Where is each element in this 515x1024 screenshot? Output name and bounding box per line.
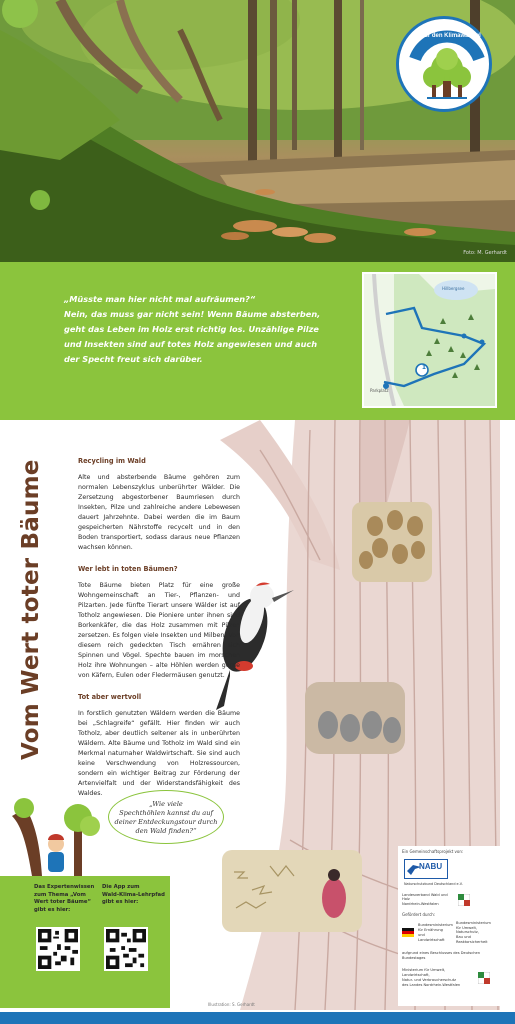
german-flag-icon (402, 928, 414, 937)
qr-caption-app (102, 884, 165, 907)
decision-note: aufgrund eines Beschlusses des Deutschen Bundestages (402, 950, 481, 960)
caption-line: Wert toter Bäume“ (34, 899, 91, 905)
qr-code-icon (38, 929, 78, 969)
caption-line: Wald-Klima-Lehrpfad (102, 891, 165, 898)
map-label-parking: Parkplatz (370, 388, 389, 393)
section-body: Tote Bäume bieten Platz für eine große Wohngemeinschaft an Tier-, Pflanzen- und Pilzarten. Jede fünfte Tierart unsere Wälder ist auf Totholz angewiesen. Die Pioniere unter ihnen sind Borkenkäfer, die das Holz zusammen mit Pilzen zersetzen. Es folgen viele Insekten und Milben. Von diesem reich gedeckten Tisch ernähren sich Spinnen und Vögel. Spechte bauen im morschen Holz ihre Wohnungen – alte Höhlen werden gerne von Käfern, Eulen oder Fledermäusen genutzt. (78, 582, 240, 679)
lwv-line: Nordrhein-Westfalen (402, 902, 439, 907)
article-text (78, 456, 240, 810)
illustration-credit: Illustration: S. Gerhardt (208, 1002, 255, 1007)
caption-line: gibt es hier: (102, 899, 139, 905)
quote-line: „Müsste man hier nicht mal aufräumen?“ (64, 294, 256, 304)
nrw-crest-icon (458, 894, 470, 906)
bubble-line: deiner Entdeckungstour durch (114, 818, 218, 826)
lwv-line: Landesverband Wald und Holz (402, 892, 448, 902)
caption-line: Die App zum (102, 884, 140, 890)
qr-code-icon (106, 929, 146, 969)
caption-line: gibt es hier: (34, 906, 71, 913)
nabu-logo (404, 859, 504, 879)
intro-quote (64, 292, 354, 367)
bubble-line: Spechthöhlen kannst du auf (119, 809, 213, 817)
section-heading: Tot aber wertvoll (78, 693, 142, 701)
nabu-name: NABU (419, 861, 443, 871)
section-body: Alte und absterbende Bäume gehören zum normalen Lebenszyklus unberührter Wälder. Die Zersetzung abgestorbener Baumriesen durch Insekten, Pilze und zahlreiche andere Lebewesen dauert Jahrzehnte. Dabei werden die im Baum gespeicherten Nährstoffe recycelt und in den Boden transportiert, sodass daraus neue Pflanzen wachsen können. (78, 474, 240, 551)
lwv-text (402, 893, 454, 907)
funded-label: Gefördert durch: (402, 911, 436, 917)
trail-map (362, 272, 497, 408)
partner-logos (398, 846, 508, 1006)
bottom-bar (0, 1012, 515, 1024)
quote-line: geht das Leben im Holz erst richtig los. Unzählige Pilze (64, 324, 319, 334)
bmel-text (418, 923, 452, 942)
map-graphic (364, 274, 495, 406)
quote-line: Nein, das muss gar nicht sein! Wenn Bäume absterben, (64, 309, 321, 319)
speech-bubble (108, 790, 224, 844)
badge-label: Fit für den Klimawandel (413, 33, 481, 39)
kid-illustration (12, 796, 108, 876)
section-body: In forstlich genutzten Wäldern werden die Bäume bei „Schlagreife“ gefällt. Hier finden wir auch Totholz, aber deutlich seltener als in unberührten Wäldern. Alte Bäume und Totholz im Wald sind ein Merkmal naturnaher Waldwirtschaft. Sie sind auch keine Verschwendung von Holzressourcen, sondern ein wichtiger Beitrag zur Förderung der Artenvielfalt und der Widerstandsfähigkeit des Waldes. (78, 710, 240, 797)
nabu-box (404, 859, 448, 879)
bubble-line: den Wald finden?“ (135, 827, 197, 835)
bmel-line: Bundesministerium (418, 923, 453, 928)
federal-logos (402, 921, 504, 945)
project-label: Ein Gemeinschaftsprojekt von: (402, 849, 464, 854)
ministry-logo (402, 968, 504, 987)
qr-code-app[interactable] (104, 927, 148, 971)
map-marker: 1 (421, 364, 427, 371)
caption-line: zum Thema „Vom (34, 891, 86, 898)
nabu-subtitle: Naturschutzbund Deutschland e.V. (404, 881, 463, 886)
qr-caption-expert (34, 884, 94, 914)
ministry-line: Natur- und Verbraucherschutz (402, 977, 456, 982)
climate-badge (396, 16, 492, 112)
bmu-line: Bundesministerium (456, 920, 491, 925)
forest-photo (0, 0, 515, 262)
bmu-text (456, 921, 498, 945)
page-title: Vom Wert toter Bäume (18, 459, 44, 760)
bmel-line: und Landwirtschaft (418, 932, 445, 942)
quote-line: und Insekten sind auf totes Holz angewiesen und auch (64, 339, 318, 349)
bubble-line: „Wie viele (149, 800, 183, 808)
ministry-text (402, 968, 474, 987)
bmu-line: Bau und Reaktorsicherheit (456, 935, 488, 944)
ministry-line: Ministerium für Umwelt, Landwirtschaft, (402, 968, 446, 978)
section-heading: Recycling im Wald (78, 457, 146, 465)
qr-code-expert[interactable] (36, 927, 80, 971)
bmu-line: für Umwelt, Naturschutz, (456, 925, 479, 935)
section-heading: Wer lebt in toten Bäumen? (78, 565, 178, 573)
photo-credit: Foto: M. Gerhardt (463, 250, 507, 256)
bmel-line: für Ernährung (418, 927, 443, 932)
lwv-logo (402, 893, 504, 907)
caption-line: Das Expertenwissen (34, 884, 95, 890)
quote-line: der Specht freut sich darüber. (64, 354, 203, 364)
map-label-lake: Hillbergsee (442, 286, 465, 291)
ministry-line: des Landes Nordrhein-Westfalen (402, 982, 461, 987)
nrw-crest-icon (478, 972, 490, 984)
